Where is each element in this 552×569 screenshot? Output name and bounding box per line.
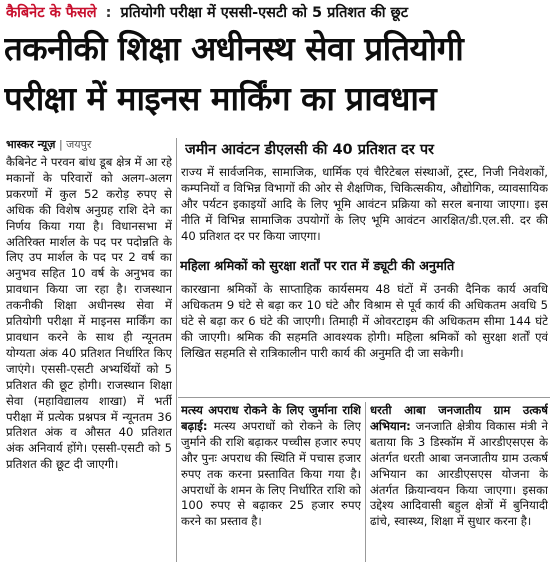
tribal-story-heading: धरती आबा जनजातीय ग्राम उत्कर्ष अभियान: (370, 403, 548, 433)
headline-line-2: परीक्षा में माइनस मार्किंग का प्रावधान (4, 79, 437, 118)
section-divider (178, 397, 550, 398)
left-column-text: कैबिनेट ने परवन बांध डूब क्षेत्र में आ रहे मकानों के परिवारों को अलग-अलग प्रकरणों में कुल 52 करोड़ रुपए से अधिक की विशेष अनुग्रह राशि देने का निर्णय किया गया है। विधानसभा में अतिरिक्त मार्शल के पद पर पदोन्नति के लिए उप मार्शल के पद पर 2 वर्ष का अनुभव सहित 10 वर्ष के अनुभव का प्रावधान किया जा रहा है। राजस्थान तकनीकी शिक्षा अधीनस्थ सेवा में प्रतियोगी परीक्षा में माइनस मार्किंग का प्रावधान करने के साथ ही न्यूनतम योग्यता अंक 40 प्रतिशत निर्धारित किए जाएंगे। एससी-एसटी अभ्यर्थियों को 5 प्रतिशत की छूट होगी। राजस्थान शिक्षा सेवा (महाविद्यालय शाखा) में भर्ती परीक्षा में प्रत्येक प्रश्नपत्र में न्यूनतम 36 प्रतिशत अंक व औसत 40 प्रतिशत अंक अनिवार्य होंगे। एससी-एसटी को 5 प्रतिशत की छूट दी जाएगी। (6, 155, 172, 472)
land-story-body (181, 165, 548, 253)
women-story-text: कारखाना श्रमिकों के साप्ताहिक कार्यसमय 48 घंटों में उनकी दैनिक कार्य अवधि अधिकतम 9 घंटे से बढ़ा कर 10 घंटे और विश्राम से पूर्व कार्य की अधिकतम अवधि 5 घंटे से बढ़ा कर 6 घंटे की जाएगी। तिमाही में ओवरटाइम की अधिकतम सीमा 144 घंटे की जाएगी। श्रमिक की सहमति आवश्यक होगी। महिला श्रमिकों को सुरक्षा शर्तों एवं लिखित सहमति से रात्रिकालीन पारी कार्य की अनुमति दी जा सकेगी। (181, 282, 548, 360)
kicker-label: कैबिनेट के फैसले (6, 5, 97, 21)
column-divider (176, 138, 177, 562)
kicker-text: प्रतियोगी परीक्षा में एससी-एसटी को 5 प्रतिशत की छूट (120, 5, 409, 21)
left-column (6, 138, 172, 562)
byline-city: जयपुर (66, 138, 92, 151)
byline-agency: भास्कर न्यूज़ (6, 138, 56, 151)
fish-story (181, 403, 361, 563)
fish-story-heading: मत्स्य अपराध रोकने के लिए जुर्माना राशि बढ़ाई: (181, 403, 361, 433)
headline-line-1: तकनीकी शिक्षा अधीनस्थ सेवा प्रतियोगी (4, 29, 464, 68)
kicker-separator: : (105, 5, 112, 21)
women-story-body (181, 282, 548, 394)
fish-story-text: मत्स्य अपराधों को रोकने के लिए जुर्माने की राशि बढ़ाकर पच्चीस हजार रुपए और पुनः अपराध की स्थिति में पचास हजार रुपए तक करना प्रस्तावित किया गया है। अपराधों के शमन के लिए निर्धारित राशि को 100 रुपए से बढ़ाकर 25 हजार रुपए करने का प्रस्ताव है। (181, 418, 361, 529)
tribal-story-text: जनजाति क्षेत्रीय विकास मंत्री ने बताया कि 3 डिस्कॉम में आरडीएसएस के अंतर्गत धरती आबा जनजातीय ग्राम उत्कर्ष अभियान का आरडीएसएस योजना के अंतर्गत क्रियान्वयन किया जाएगा। इसका उद्देश्य आदिवासी बहुल क्षेत्रों में बुनियादी ढांचे, स्वास्थ्य, शिक्षा में सुधार करना है। (370, 418, 548, 529)
women-story-heading: महिला श्रमिकों को सुरक्षा शर्तों पर रात में ड्यूटी की अनुमति (180, 259, 455, 274)
tribal-story (370, 403, 548, 563)
kicker-line (6, 2, 546, 24)
land-story-heading: जमीन आवंटन डीएलसी की 40 प्रतिशत दर पर (185, 142, 434, 158)
bottom-column-divider (365, 402, 366, 562)
byline: भास्कर न्यूज़ | जयपुर (6, 138, 92, 151)
land-story-text: राज्य में सार्वजनिक, सामाजिक, धार्मिक एवं चैरिटेबल संस्थाओं, ट्रस्ट, निजी निवेशकों, कम्पनियों व विभिन्न विभागों की ओर से शैक्षणिक, चिकित्सकीय, औद्योगिक, व्यावसायिक और पर्यटन इकाइयों आदि के लिए भूमि आवंटन प्रक्रिया को सरल बनाया जाएगा। इस नीति में विभिन्न सामाजिक उपयोगों के लिए भूमि आवंटन आरक्षित/डी.एल.सी. दर की 40 प्रतिशत दर पर किया जाएगा। (181, 165, 548, 243)
